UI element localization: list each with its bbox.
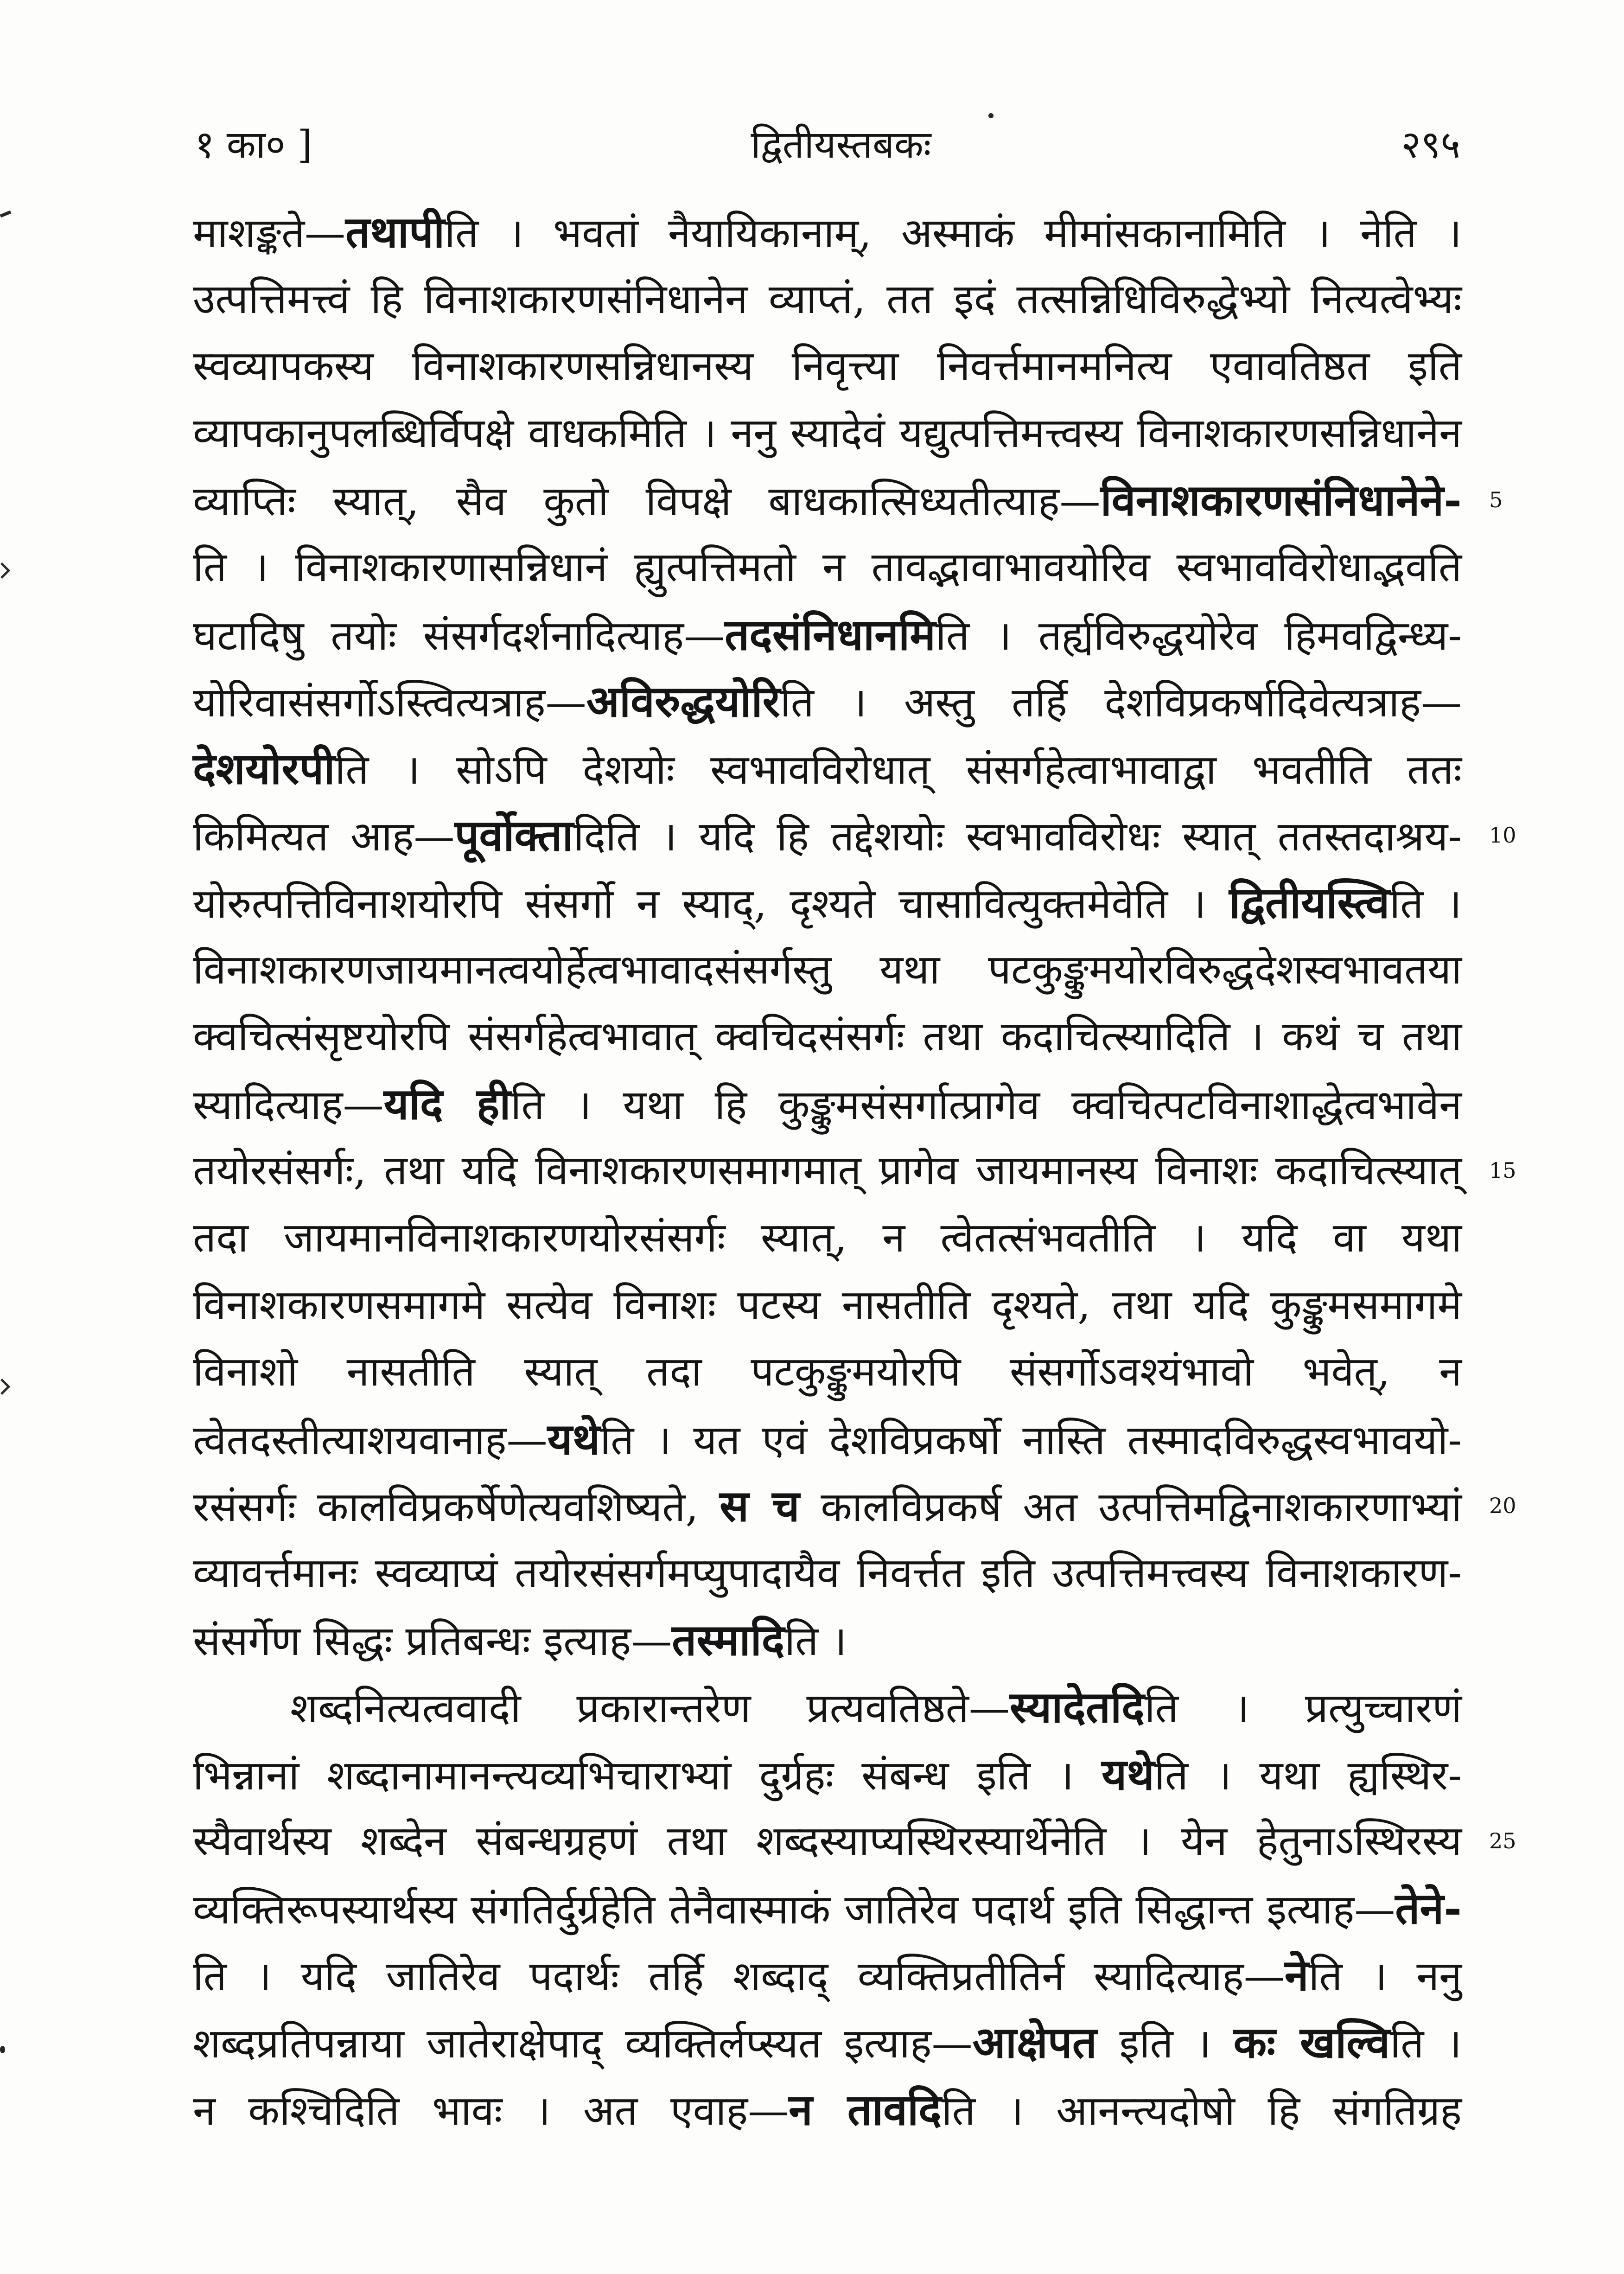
text-run: योरिवासंसर्गोऽस्त्वित्यत्राह— (193, 678, 586, 727)
text-run: व्यापकानुपलब्धिर्विपक्षे वाधकमिति । ननु स्यादेवं यद्युत्पत्तिमत्त्वस्य विनाशकारणसन्निधानेन (193, 409, 1462, 457)
scan-artifact (988, 113, 994, 118)
text-run: ति । भवतां नैयायिकानाम्, अस्माकं मीमांसकानामिति । नेति । (445, 209, 1462, 257)
text-line (193, 668, 1462, 735)
text-run: त्वेतदस्तीत्याशयवानाह— (193, 1416, 548, 1464)
text-line (193, 1405, 1462, 1473)
text-run: ति । यदि जातिरेव पदार्थः तर्हि शब्दाद् व्यक्तिप्रतीतिर्न स्यादित्याह— (193, 1952, 1285, 2000)
text-run: ति । यथा ह्यस्थिर- (1154, 1751, 1462, 1799)
text-run: ति । (1389, 879, 1462, 927)
text-line (193, 1271, 1462, 1339)
text-line (193, 1741, 1462, 1808)
text-run: शब्दप्रतिपन्नाया जातेराक्षेपाद् व्यक्तिर्लप्स्यत इत्याह— (193, 2019, 973, 2068)
scan-artifact (0, 2046, 5, 2053)
text-line (193, 1875, 1462, 1942)
text-run: दिति । यदि हि तद्देशयोः स्वभावविरोधः स्यात् ततस्तदाश्रय- (573, 812, 1462, 861)
text-run: कालविप्रकर्ष अत उत्पत्तिमद्विनाशकारणाभ्यां (799, 1483, 1462, 1531)
pratika: तथापी (345, 206, 445, 257)
text-run: उत्पत्तिमत्त्वं हि विनाशकारणसंनिधानेन व्याप्तं, तत इदं तत्सन्निधिविरुद्धेभ्यो नित्यत्वेभ्यः (193, 275, 1462, 323)
text-run: रसंसर्गः कालविप्रकर्षेणेत्यवशिष्यते, (193, 1483, 720, 1531)
text-line (193, 266, 1462, 333)
text-line (193, 735, 1462, 802)
text-run: ति । विनाशकारणासन्निधानं ह्युत्पत्तिमतो न तावद्भावाभावयोरिव स्वभावविरोधाद्भवति (193, 543, 1462, 591)
margin-line-number: 5 (1489, 487, 1503, 513)
text-run: माशङ्कते— (193, 209, 346, 257)
pratika: ने (1284, 1949, 1309, 2001)
text-line (193, 1808, 1462, 1875)
pratika: न तावदि (789, 2083, 942, 2135)
text-line (193, 332, 1462, 400)
margin-line-number: 20 (1489, 1493, 1516, 1519)
text-run: ति । ननु (1308, 1952, 1462, 2000)
text-run: ति । तर्ह्यविरुद्धयोरेव हिमवद्विन्ध्य- (935, 611, 1462, 659)
text-line (193, 2009, 1462, 2076)
pratika: देशयोरपी (193, 742, 335, 794)
pratika: तदसंनिधानमि (725, 608, 936, 660)
text-run: स्यादित्याह— (193, 1080, 384, 1129)
text-line (193, 534, 1462, 601)
text-run: विनाशो नासतीति स्यात् तदा पटकुङ्कुमयोरपि संसर्गोऽवश्यंभावो भवेत्, न (193, 1348, 1462, 1396)
text-run: घटादिषु तयोः संसर्गदर्शनादित्याह— (193, 611, 725, 659)
margin-line-number: 15 (1489, 1158, 1516, 1183)
text-line (193, 400, 1462, 467)
text-run: ति । आनन्त्यदोषो हि संगतिग्रह (941, 2086, 1462, 2134)
text-line (193, 869, 1462, 936)
text-run: क्वचित्संसृष्टयोरपि संसर्गहेत्वभावात् क्वचिदसंसर्गः तथा कदाचित्स्यादिति । कथं च तथा (193, 1012, 1462, 1060)
text-run: विनाशकारणसमागमे सत्येव विनाशः पटस्य नासतीति दृश्यते, तथा यदि कुङ्कुमसमागमे (193, 1280, 1462, 1329)
text-run: व्यावर्त्तमानः स्वव्याप्यं तयोरसंसर्गमप्युपादायैव निवर्त्तत इति उत्पत्तिमत्त्वस्य विनाशकारण- (193, 1548, 1462, 1597)
pratika: तस्मादि (672, 1614, 785, 1666)
text-run: ति । सोऽपि देशयोः स्वभावविरोधात् संसर्गहेत्वाभावाद्वा भवतीति ततः (335, 745, 1462, 793)
text-line (193, 466, 1462, 534)
running-header-section-marker: १ का० ] (195, 123, 312, 167)
pratika: पूर्वोक्ता (454, 810, 573, 861)
text-line-paragraph-end (193, 1606, 1462, 1674)
text-line (193, 1539, 1462, 1607)
pratika: यथे (547, 1413, 600, 1464)
pratika: विनाशकारणसंनिधानेने- (1100, 474, 1462, 526)
text-run: तयोरसंसर्गः, तथा यदि विनाशकारणसमागमात् प्रागेव जायमानस्य विनाशः कदाचित्स्यात् (193, 1146, 1462, 1194)
emphasis: स च (720, 1480, 800, 1532)
pratika: आक्षेपत (972, 2017, 1097, 2068)
pratika: यथे (1102, 1748, 1154, 1800)
text-line (193, 198, 1462, 266)
text-line (193, 1070, 1462, 1137)
text-run: न कश्चिदिति भावः । अत एवाह— (193, 2086, 789, 2134)
running-title: द्वितीयस्तबकः (751, 123, 931, 167)
pratika: स्यादेतदि (1009, 1681, 1145, 1733)
text-run: व्यक्तिरूपस्यार्थस्य संगतिर्दुर्ग्रहेति तेनैवास्माकं जातिरेव पदार्थ इति सिद्धान्त इत्याह— (193, 1885, 1395, 1933)
text-run: व्याप्तिः स्यात्, सैव कुतो विपक्षे बाधकात्सिध्यतीत्याह— (193, 477, 1101, 525)
text-line (193, 1003, 1462, 1070)
pratika: यदि ही (383, 1078, 511, 1129)
text-run: ति । प्रत्युच्चारणं (1144, 1684, 1462, 1732)
text-run: योरुत्पत्तिविनाशयोरपि संसर्गो न स्याद्, दृश्यते चासावित्युक्तमेवेति । (193, 879, 1229, 927)
pratika: कः खल्वि (1233, 2017, 1390, 2068)
pratika: द्वितीयस्त्वि (1229, 876, 1390, 928)
text-line (193, 1137, 1462, 1204)
text-run: स्यैवार्थस्य शब्देन संबन्धग्रहणं तथा शब्दस्याप्यस्थिरस्यार्थेनेति । येन हेतुनाऽस्थिरस्य (193, 1817, 1462, 1865)
text-line (193, 936, 1462, 1003)
pratika: अविरुद्धयोरि (586, 676, 780, 727)
page-number: २९५ (1401, 123, 1460, 167)
text-run: ति । (1390, 2019, 1462, 2068)
text-run: किमित्यत आह— (193, 812, 455, 861)
text-line (193, 2076, 1462, 2143)
scan-artifact (0, 562, 10, 579)
text-line (193, 1204, 1462, 1271)
text-run: भिन्नानां शब्दानामानन्त्यव्यभिचाराभ्यां दुर्ग्रहः संबन्ध इति । (193, 1751, 1102, 1799)
text-run: संसर्गेण सिद्धः प्रतिबन्धः इत्याह— (193, 1617, 672, 1665)
text-run: शब्दनित्यत्ववादी प्रकारान्तरेण प्रत्यवतिष्ठते— (290, 1684, 1010, 1732)
text-run: ति । यथा हि कुङ्कुमसंसर्गात्प्रागेव क्वचित्पटविनाशाद्धेत्वभावेन (510, 1080, 1462, 1129)
text-run: इति । (1097, 2019, 1234, 2068)
pratika: तेने- (1395, 1882, 1462, 1934)
text-run: विनाशकारणजायमानत्वयोर्हेत्वभावादसंसर्गस्तु यथा पटकुङ्कुमयोरविरुद्धदेशस्वभावतया (193, 945, 1462, 993)
text-run: तदा जायमानविनाशकारणयोरसंसर्गः स्यात्, न त्वेतत्संभवतीति । यदि वा यथा (193, 1213, 1462, 1261)
text-run: ति । (784, 1617, 847, 1665)
text-line-paragraph-start (193, 1674, 1462, 1741)
text-run: ति । यत एवं देशविप्रकर्षो नास्ति तस्मादविरुद्धस्वभावयो- (600, 1416, 1462, 1464)
scan-artifact (0, 1379, 10, 1395)
margin-line-number: 10 (1489, 823, 1516, 848)
scan-artifact (0, 211, 11, 217)
commentary-text (193, 198, 1462, 2143)
text-run: स्वव्यापकस्य विनाशकारणसन्निधानस्य निवृत्त्या निवर्त्तमानमनित्य एवावतिष्ठत इति (193, 342, 1462, 390)
text-line (193, 1338, 1462, 1405)
text-line (193, 802, 1462, 869)
text-line (193, 1942, 1462, 2009)
margin-line-number: 25 (1489, 1828, 1516, 1854)
text-line (193, 1472, 1462, 1539)
text-line (193, 601, 1462, 668)
text-run: ति । अस्तु तर्हि देशविप्रकर्षादिवेत्यत्राह— (780, 678, 1462, 727)
